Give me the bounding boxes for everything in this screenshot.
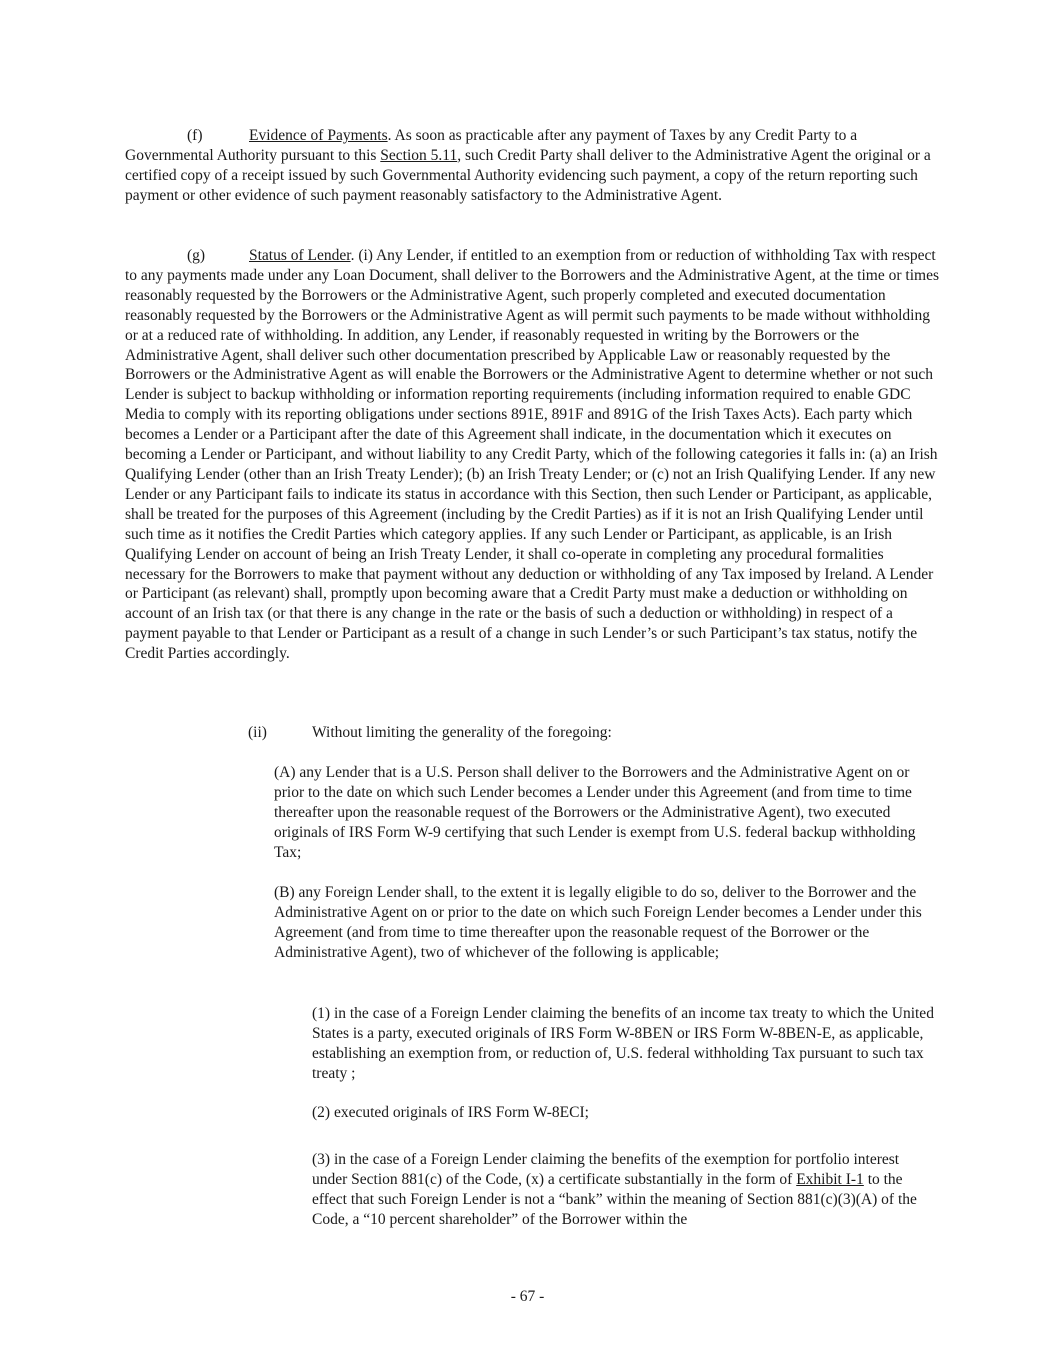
paragraph-status-of-lender bbox=[125, 246, 940, 664]
heading-status-of-lender: Status of Lender bbox=[249, 247, 351, 264]
paragraph-marker-ii: (ii) bbox=[248, 724, 267, 741]
item-3-text-1: (3) in the case of a Foreign Lender claiming the benefits of the exemption for portfolio interest under Section 881(c) of the Code, (x) a certificate substantially in the form of bbox=[312, 1151, 900, 1188]
item-2: (2) executed originals of IRS Form W-8ECI; bbox=[312, 1104, 589, 1121]
heading-evidence-of-payments: Evidence of Payments bbox=[249, 127, 388, 144]
paragraph-g-text: . (i) Any Lender, if entitled to an exemption from or reduction of withholding Tax with respect to any payments made under any Loan Document, shall deliver to the Borrowers and the Administrative Agent, at the time or times reasonably requested by the Borrowers or the Administrative Agent, such properly completed and executed documentation reasonably requested by the Borrowers or the Administrative Agent as will permit such payments to be made without withholding or at a reduced rate of withholding. In addition, any Lender, if reasonably requested in writing by the Borrowers or the Administrative Agent, shall deliver such other documentation prescribed by Applicable Law or reasonably requested by the Borrowers or the Administrative Agent as will enable the Borrowers or the Administrative Agent to determine whether or not such Lender is subject to backup withholding or information reporting requirements (including information required to enable GDC Media to comply with its reporting obligations under sections 891E, 891F and 891G of the Irish Taxes Acts). Each party which becomes a Lender or a Participant after the date of this Agreement shall indicate, in the documentation which it executes on becoming a Lender or Participant, and without liability to any Credit Party, which of the following categories it falls in: (a) an Irish Qualifying Lender (other than an Irish Treaty Lender); (b) an Irish Treaty Lender; or (c) not an Irish Qualifying Lender. If any new Lender or any Participant fails to indicate its status in accordance with this Section, then such Lender or Participant, as applicable, shall be treated for the purposes of this Agreement (including by the Credit Parties) as if it is not an Irish Qualifying Lender until such time as it notifies the Credit Parties which category applies. If any such Lender or Participant, as applicable, is an Irish Qualifying Lender on account of being an Irish Treaty Lender, it shall co-operate in completing any procedural formalities necessary for the Borrowers to make that payment without any deduction or withholding of any Tax imposed by Ireland. A Lender or Participant (as relevant) shall, promptly upon becoming aware that a Credit Party must make a deduction or withholding on account of an Irish tax (or that there is any change in the rate or the basis of such a deduction or withholding) in respect of a payment payable to that Lender or Participant as a result of a change in such Lender’s or such Participant’s tax status, notify the Credit Parties accordingly. bbox=[125, 247, 939, 663]
item-1: (1) in the case of a Foreign Lender claiming the benefits of an income tax treaty to which the United States is a party, executed originals of IRS Form W-8BEN or IRS Form W-8BEN-E, as applicable, establishing an exemption from, or reduction of, U.S. federal withholding Tax pursuant to such tax treaty ; bbox=[312, 1005, 934, 1082]
page-number: - 67 - bbox=[510, 1288, 545, 1305]
clause-b: (B) any Foreign Lender shall, to the extent it is legally eligible to do so, deliver to the Borrower and the Administrative Agent on or prior to the date on which such Foreign Lender becomes a Lender under this Agreement (and from time to time thereafter upon the reasonable request of the Borrower or the Administrative Agent), two of whichever of the following is applicable; bbox=[274, 884, 922, 961]
paragraph-ii bbox=[248, 723, 938, 743]
item-3-text-2: to the effect that such Foreign Lender is not a “bank” within the meaning of Section 881(c)(3)(A) of the Code, a “10 percent shareholder” of the Borrower within the bbox=[312, 1170, 917, 1228]
paragraph-marker-f: (f) bbox=[187, 127, 203, 144]
clause-a: (A) any Lender that is a U.S. Person shall deliver to the Borrowers and the Administrative Agent on or prior to the date on which such Lender becomes a Lender under this Agreement (and from time to time thereafter upon the reasonable request of the Borrowers or the Administrative Agent), two executed originals of IRS Form W-9 certifying that such Lender is exempt from U.S. federal backup withholding Tax; bbox=[274, 764, 916, 861]
paragraph-f-text-2: , such Credit Party shall deliver to the Administrative Agent the original or a certified copy of a receipt issued by such Governmental Authority evidencing such payment, a copy of the return reporting such payment or other evidence of such payment reasonably satisfactory to the Administrative Agent. bbox=[125, 146, 931, 204]
section-5-11-reference: Section 5.11 bbox=[380, 146, 458, 164]
exhibit-i-1-reference: Exhibit I-1 bbox=[796, 1170, 864, 1188]
paragraph-evidence-of-payments bbox=[125, 126, 940, 206]
item-3 bbox=[312, 1150, 937, 1230]
paragraph-ii-text: Without limiting the generality of the foregoing: bbox=[312, 724, 612, 741]
paragraph-f-text-1: . As soon as practicable after any payment of Taxes by any Credit Party to a Governmental Authority pursuant to this bbox=[125, 127, 858, 164]
paragraph-marker-g: (g) bbox=[187, 247, 206, 264]
